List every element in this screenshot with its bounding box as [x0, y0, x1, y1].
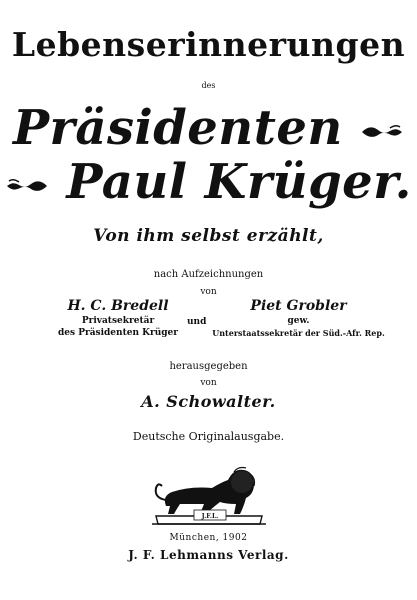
author-1-role: Privatsekretär — [81, 316, 155, 326]
ornament-right-icon — [360, 122, 404, 142]
title-line-2: Präsidenten — [12, 100, 343, 156]
author-1-block — [48, 299, 188, 338]
title-line-3: Paul Krüger. — [66, 154, 412, 210]
von-authors: von — [200, 287, 217, 297]
place-date: München, 1902 — [169, 533, 248, 543]
author-2-name: Piet Grobler — [250, 298, 347, 314]
subtitle: Von ihm selbst erzählt, — [93, 226, 324, 246]
ornament-left-icon — [5, 176, 49, 196]
editor-name: A. Schowalter. — [141, 392, 276, 411]
publisher-name: J. F. Lehmanns Verlag. — [128, 548, 289, 562]
author-1-name: H. C. Bredell — [67, 298, 169, 314]
title-line-2-row — [0, 100, 417, 156]
logo-text: J.F.L. — [201, 513, 219, 520]
edition-note: Deutsche Originalausgabe. — [132, 430, 285, 443]
title-line-1: Lebenserinnerungen — [11, 25, 406, 64]
und-connector: und — [187, 317, 207, 327]
von-editor: von — [200, 378, 217, 388]
lion-publisher-mark-icon — [150, 458, 268, 530]
title-des: des — [201, 81, 216, 90]
nach-aufzeichnungen: nach Aufzeichnungen — [153, 269, 264, 280]
author-2-role-2: Unterstaatssekretär der Süd.-Afr. Rep. — [212, 328, 385, 338]
herausgegeben: herausgegeben — [169, 361, 248, 372]
title-line-3-row — [0, 154, 417, 210]
author-1-role-2: des Präsidenten Krüger — [57, 328, 179, 338]
author-2-block — [206, 299, 391, 337]
author-2-role: gew. — [287, 316, 310, 326]
